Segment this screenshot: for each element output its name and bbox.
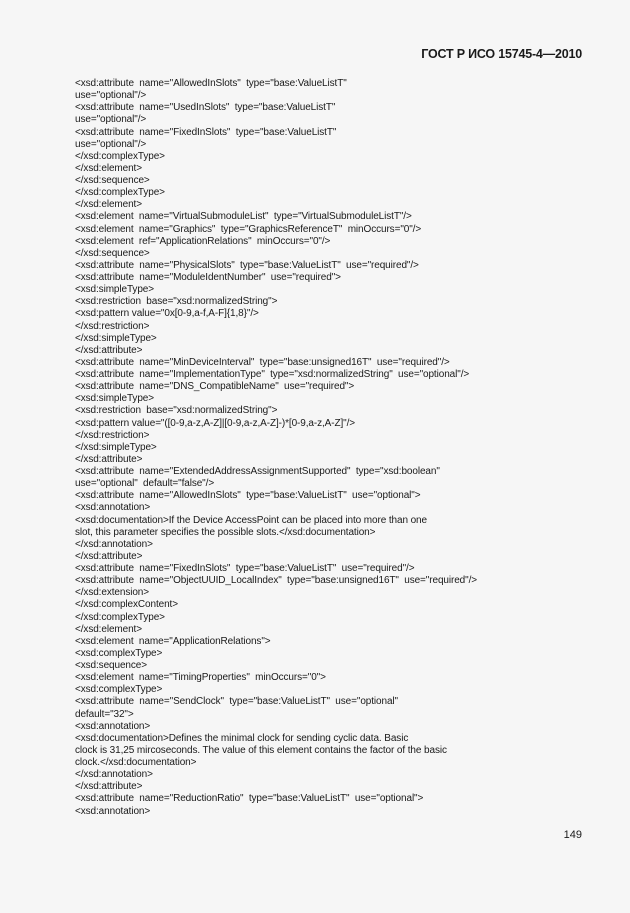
page-number: 149: [563, 829, 582, 841]
xsd-code-listing: [75, 78, 585, 818]
code-line: </xsd:annotation>: [75, 769, 153, 781]
code-line: </xsd:sequence>: [75, 175, 150, 186]
code-line: </xsd:extension>: [75, 587, 150, 599]
code-line: <xsd:attribute name="ExtendedAddressAssignmentSupported" type="xsd:boolean": [75, 466, 440, 477]
code-line: <xsd:attribute name="FixedInSlots" type="base:ValueListT" use="required"/>: [75, 563, 415, 574]
code-line: </xsd:attribute>: [75, 344, 143, 356]
code-line: <xsd:element name="TimingProperties" minOccurs="0">: [75, 672, 326, 684]
code-line: <xsd:attribute name="UsedInSlots" type="base:ValueListT": [75, 102, 336, 114]
code-line: <xsd:documentation>If the Device AccessPoint can be placed into more than one: [75, 514, 427, 526]
code-line: <xsd:attribute name="ReductionRatio" type="base:ValueListT" use="optional">: [75, 793, 424, 805]
code-line: <xsd:annotation>: [75, 720, 151, 732]
code-line: clock is 31,25 mircoseconds. The value of this element contains the factor of the basic: [75, 744, 447, 756]
code-line: </xsd:complexType>: [75, 187, 165, 199]
document-header-standard: ГОСТ Р ИСО 15745-4—2010: [421, 47, 582, 61]
code-line: </xsd:complexType>: [75, 150, 165, 162]
code-line: <xsd:element name="ApplicationRelations">: [75, 635, 271, 647]
code-line: <xsd:attribute name="AllowedInSlots" type="base:ValueListT" use="optional">: [75, 490, 421, 502]
code-line: <xsd:attribute name="FixedInSlots" type="base:ValueListT": [75, 126, 337, 138]
code-line: </xsd:simpleType>: [75, 441, 157, 453]
code-line: </xsd:simpleType>: [75, 332, 157, 344]
code-line: <xsd:annotation>: [75, 502, 151, 514]
code-line: use="optional" default="false"/>: [75, 478, 215, 490]
code-line: </xsd:element>: [75, 623, 142, 635]
code-line: <xsd:attribute name="ModuleIdentNumber" use="required">: [75, 272, 341, 283]
code-line: slot, this parameter specifies the possible slots.</xsd:documentation>: [75, 526, 376, 538]
code-line: </xsd:annotation>: [75, 538, 153, 550]
code-line: use="optional"/>: [75, 114, 147, 126]
code-line: </xsd:attribute>: [75, 453, 143, 465]
code-line: <xsd:attribute name="AllowedInSlots" type="base:ValueListT": [75, 78, 347, 89]
code-line: use="optional"/>: [75, 90, 147, 102]
code-line: <xsd:attribute name="ObjectUUID_LocalIndex" type="base:unsigned16T" use="required"/>: [75, 575, 478, 587]
code-line: <xsd:element ref="ApplicationRelations" minOccurs="0"/>: [75, 235, 331, 247]
code-line: <xsd:documentation>Defines the minimal clock for sending cyclic data. Basic: [75, 732, 409, 744]
code-line: <xsd:complexType>: [75, 684, 163, 696]
code-line: </xsd:complexType>: [75, 611, 165, 623]
code-line: </xsd:complexContent>: [75, 599, 178, 611]
code-line: <xsd:attribute name="DNS_CompatibleName" use="required">: [75, 381, 355, 393]
code-line: <xsd:annotation>: [75, 805, 151, 817]
code-line: </xsd:attribute>: [75, 781, 143, 793]
code-line: <xsd:complexType>: [75, 647, 163, 659]
code-line: <xsd:attribute name="SendClock" type="base:ValueListT" use="optional": [75, 696, 398, 708]
code-line: </xsd:restriction>: [75, 320, 150, 332]
code-line: <xsd:pattern value="0x[0-9,a-f,A-F]{1,8}"/>: [75, 308, 259, 320]
code-line: default="32">: [75, 708, 134, 720]
code-line: <xsd:element name="VirtualSubmoduleList" type="VirtualSubmoduleListT"/>: [75, 211, 412, 223]
code-line: </xsd:element>: [75, 199, 142, 211]
code-line: <xsd:simpleType>: [75, 393, 154, 405]
code-line: clock.</xsd:documentation>: [75, 757, 197, 768]
code-line: </xsd:sequence>: [75, 247, 150, 259]
code-line: <xsd:element name="Graphics" type="GraphicsReferenceT" minOccurs="0"/>: [75, 223, 422, 235]
code-line: <xsd:simpleType>: [75, 284, 154, 296]
code-line: use="optional"/>: [75, 138, 147, 150]
code-line: <xsd:attribute name="PhysicalSlots" type="base:ValueListT" use="required"/>: [75, 259, 419, 271]
code-line: </xsd:restriction>: [75, 429, 150, 441]
code-line: <xsd:attribute name="MinDeviceInterval" type="base:unsigned16T" use="required"/>: [75, 356, 450, 368]
code-line: <xsd:attribute name="ImplementationType" type="xsd:normalizedString" use="optional"/>: [75, 369, 470, 380]
code-line: <xsd:sequence>: [75, 660, 147, 671]
code-line: <xsd:pattern value="([0-9,a-z,A-Z]|[0-9,a-z,A-Z]-)*[0-9,a-z,A-Z]"/>: [75, 417, 356, 429]
code-line: <xsd:restriction base="xsd:normalizedString">: [75, 405, 278, 417]
code-line: <xsd:restriction base="xsd:normalizedString">: [75, 296, 278, 308]
code-line: </xsd:attribute>: [75, 550, 143, 562]
code-line: </xsd:element>: [75, 162, 142, 174]
